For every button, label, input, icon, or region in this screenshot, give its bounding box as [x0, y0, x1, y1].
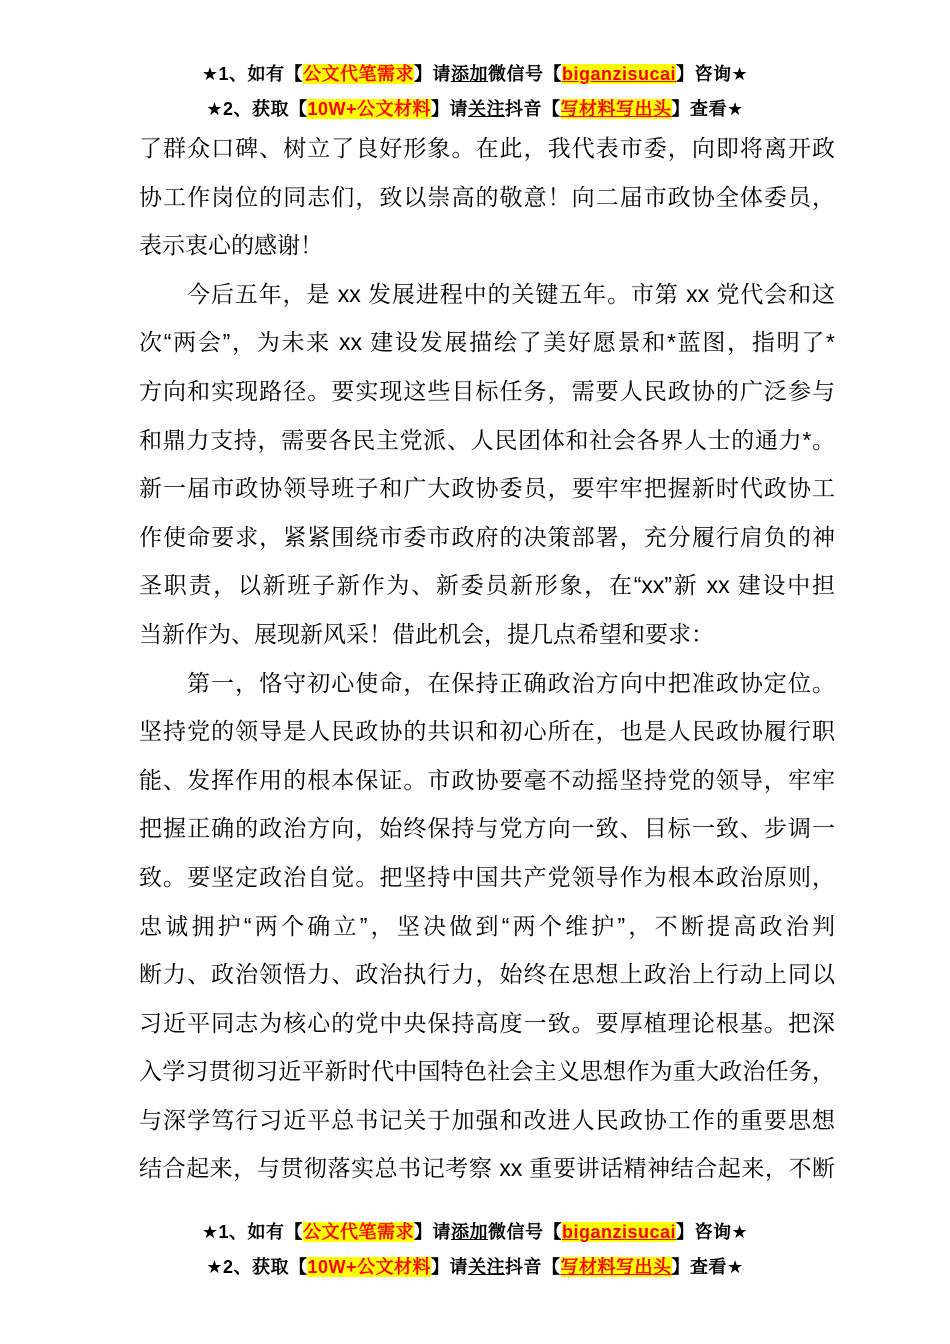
- footer-banner: [0, 1215, 950, 1285]
- body-line: 坚持党的领导是人民政协的共识和初心所在，也是人民政协履行职: [139, 718, 835, 745]
- banner2-prefix: ★2、获取【: [206, 1257, 308, 1277]
- body-line: 协工作岗位的同志们，致以崇高的敬意！向二届市政协全体委员，: [139, 183, 835, 210]
- banner1-mid1: 】请: [413, 1222, 451, 1242]
- banner2-douyin-id: 写材料写出头: [560, 1257, 672, 1277]
- banner1-suffix: 】咨询★: [676, 64, 749, 84]
- banner2-mid1: 】请: [431, 1257, 469, 1277]
- banner2-highlight-materials: 10W+公文材料: [307, 1257, 432, 1277]
- banner2-highlight-materials: 10W+公文材料: [307, 99, 432, 119]
- banner1-prefix: ★1、如有【: [201, 64, 303, 84]
- banner1-suffix: 】咨询★: [676, 1222, 749, 1242]
- body-line: 圣职责，以新班子新作为、新委员新形象，在“xx”新 xx 建设中担: [139, 572, 835, 599]
- body-line: 作使命要求，紧紧围绕市委市政府的决策部署，充分履行肩负的神: [139, 523, 835, 550]
- banner2-mid2: 抖音【: [505, 1257, 561, 1277]
- banner2-douyin-id: 写材料写出头: [560, 99, 672, 119]
- banner2-underline-follow: 关注: [468, 99, 506, 119]
- header-banner-line-2: [0, 92, 950, 127]
- body-line: 入学习贯彻习近平新时代中国特色社会主义思想作为重大政治任务，: [139, 1058, 835, 1085]
- body-line: 把握正确的政治方向，始终保持与党方向一致、目标一致、步调一: [139, 815, 835, 842]
- body-line: 今后五年，是 xx 发展进程中的关键五年。市第 xx 党代会和这: [187, 280, 835, 307]
- banner1-wechat-id: biganzisucai: [561, 64, 677, 84]
- body-line: 了群众口碑、树立了良好形象。在此，我代表市委，向即将离开政: [139, 135, 835, 161]
- body-line: 与深学笃行习近平总书记关于加强和改进人民政协工作的重要思想: [139, 1106, 835, 1133]
- body-line: 当新作为、展现新风采！借此机会，提几点希望和要求：: [139, 620, 714, 647]
- banner1-mid2: 微信号【: [487, 1222, 562, 1242]
- footer-banner-line-2: [0, 1250, 950, 1285]
- header-banner: [0, 57, 950, 127]
- body-line: 新一届市政协领导班子和广大政协委员，要牢牢把握新时代政协工: [139, 475, 835, 502]
- banner1-mid2: 微信号【: [487, 64, 562, 84]
- banner2-suffix: 】查看★: [671, 1257, 744, 1277]
- document-body: [139, 124, 835, 1193]
- banner2-mid1: 】请: [431, 99, 469, 119]
- banner1-underline-add: 添加: [450, 64, 488, 84]
- body-line: 表示衷心的感谢！: [139, 232, 323, 259]
- body-line: 习近平同志为核心的党中央保持高度一致。要厚植理论根基。把深: [139, 1009, 835, 1036]
- banner1-wechat-id: biganzisucai: [561, 1222, 677, 1242]
- banner2-prefix: ★2、获取【: [206, 99, 308, 119]
- banner2-suffix: 】查看★: [671, 99, 744, 119]
- banner1-mid1: 】请: [413, 64, 451, 84]
- banner1-highlight-service: 公文代笔需求: [302, 64, 414, 84]
- body-line: 致。要坚定政治自觉。把坚持中国共产党领导作为根本政治原则，: [139, 863, 835, 890]
- banner1-highlight-service: 公文代笔需求: [302, 1222, 414, 1242]
- banner1-underline-add: 添加: [450, 1222, 488, 1242]
- body-line: 方向和实现路径。要实现这些目标任务，需要人民政协的广泛参与: [139, 377, 835, 404]
- body-line: 和鼎力支持，需要各民主党派、人民团体和社会各界人士的通力*。: [139, 426, 835, 453]
- body-line: 结合起来，与贯彻落实总书记考察 xx 重要讲话精神结合起来，不断: [139, 1155, 835, 1182]
- banner2-underline-follow: 关注: [468, 1257, 506, 1277]
- body-line: 次“两会”，为未来 xx 建设发展描绘了美好愿景和*蓝图，指明了*: [139, 329, 835, 356]
- footer-banner-line-1: [0, 1215, 950, 1250]
- body-line: 第一，恪守初心使命，在保持正确政治方向中把准政协定位。: [187, 669, 835, 696]
- body-line: 能、发挥作用的根本保证。市政协要毫不动摇坚持党的领导，牢牢: [139, 766, 835, 793]
- header-banner-line-1: [0, 57, 950, 92]
- banner2-mid2: 抖音【: [505, 99, 561, 119]
- banner1-prefix: ★1、如有【: [201, 1222, 303, 1242]
- body-line: 断力、政治领悟力、政治执行力，始终在思想上政治上行动上同以: [139, 961, 835, 988]
- body-line: 忠诚拥护“两个确立”，坚决做到“两个维护”，不断提高政治判: [139, 912, 835, 939]
